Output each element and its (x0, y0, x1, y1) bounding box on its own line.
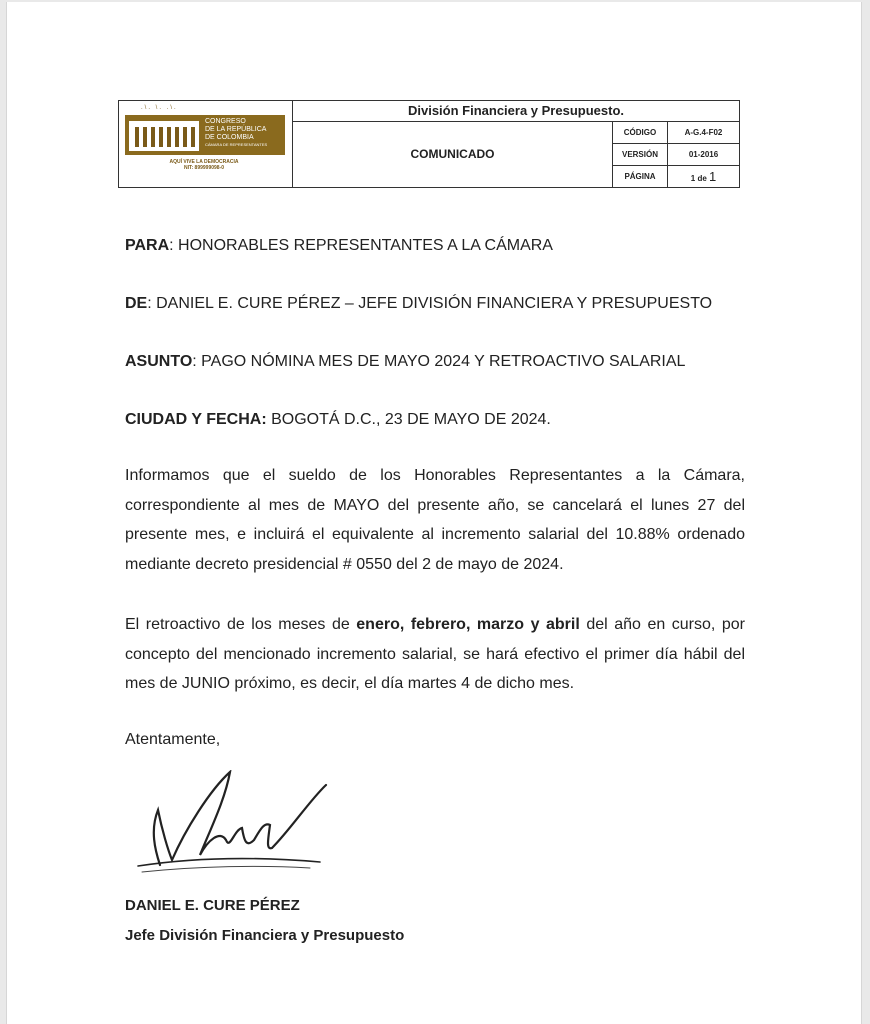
signer-name: DANIEL E. CURE PÉREZ (125, 897, 300, 914)
field-asunto (125, 353, 685, 371)
logo-motto: AQUÍ VIVE LA DEMOCRACIA (169, 159, 239, 165)
field-de (125, 295, 712, 313)
field-ciudad-value: BOGOTÁ D.C., 23 DE MAYO DE 2024. (266, 411, 551, 428)
field-para (125, 237, 553, 255)
field-asunto-label: ASUNTO (125, 353, 193, 370)
signer-role: Jefe División Financiera y Presupuesto (125, 927, 405, 944)
document-title: COMUNICADO (293, 122, 613, 187)
meta-page-value (668, 166, 740, 188)
logo-line-4: CÁMARA DE REPRESENTANTES (205, 142, 268, 147)
logo-line-2: DE LA REPÚBLICA (205, 126, 267, 133)
field-de-value: : DANIEL E. CURE PÉREZ – JEFE DIVISIÓN FINANCIERA Y PRESUPUESTO (147, 295, 713, 312)
congress-logo (119, 101, 293, 187)
department-name: División Financiera y Presupuesto. (293, 101, 739, 122)
paragraph-2-months: enero, febrero, marzo y abril (356, 616, 580, 633)
meta-code-label: CÓDIGO (613, 122, 668, 144)
logo-line-3: DE COLOMBIA (205, 134, 254, 141)
meta-page-label: PÁGINA (613, 166, 668, 188)
logo-nit: NIT: 899999098-0 (183, 165, 225, 171)
field-ciudad-label: CIUDAD Y FECHA: (125, 411, 267, 428)
meta-version-value: 01-2016 (668, 144, 740, 166)
field-ciudad-fecha (125, 411, 551, 429)
body-paragraph-2 (125, 610, 745, 699)
document-meta-table (613, 122, 739, 187)
closing-text: Atentamente, (125, 731, 221, 748)
logo-line-1: CONGRESO (205, 118, 246, 125)
body-paragraph-1: Informamos que el sueldo de los Honorables Representantes a la Cámara, correspondiente al mes de MAYO del presente año, se cancelará el lunes 27 del presente mes, e incluirá el equivalente al incremento salarial del 10.88% ordenado mediante decreto presidencial # 0550 del 2 de mayo de 2024. (125, 467, 745, 573)
meta-page-prefix: 1 de (690, 174, 709, 183)
capitol-icon (129, 121, 199, 151)
logo-badge (125, 115, 285, 155)
field-para-value: : HONORABLES REPRESENTANTES A LA CÁMARA (169, 237, 553, 254)
meta-page-total: 1 (709, 169, 717, 184)
document-header-table (118, 100, 740, 188)
field-de-label: DE (125, 295, 148, 312)
field-asunto-value: : PAGO NÓMINA MES DE MAYO 2024 Y RETROACTIVO SALARIAL (192, 353, 686, 370)
paragraph-2-end: del año en curso, por concepto del mencionado incremento salarial, se hará efectivo el primer día hábil del mes de JUNIO próximo, es decir, el día martes 4 de dicho mes. (125, 616, 746, 692)
meta-version-label: VERSIÓN (613, 144, 668, 166)
handwritten-signature (130, 770, 330, 880)
meta-code-value: A-G.4-F02 (668, 122, 740, 144)
paragraph-2-start: El retroactivo de los meses de (125, 616, 357, 633)
logo-ornament: .\. \. .\. (141, 105, 178, 111)
field-para-label: PARA (125, 237, 170, 254)
